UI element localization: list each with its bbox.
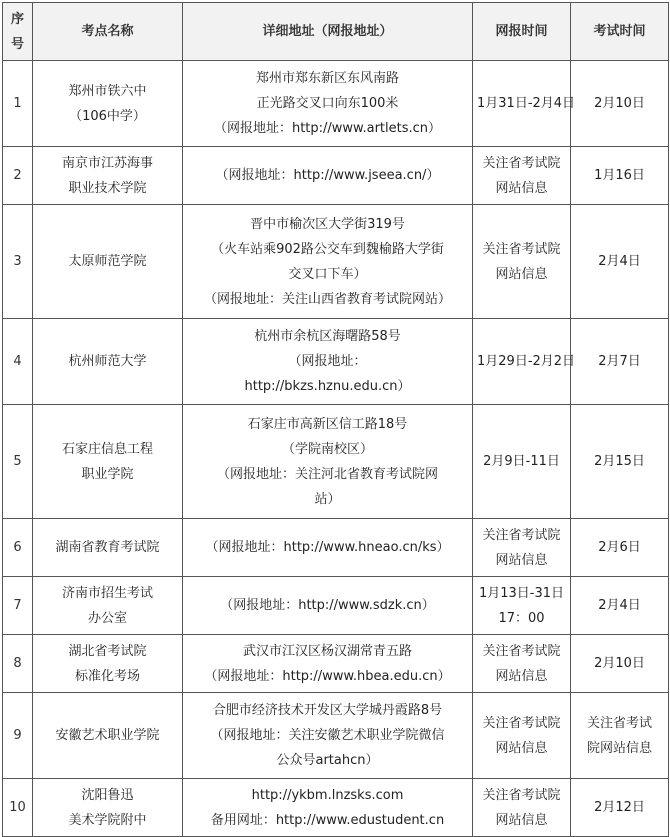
site-address bbox=[183, 61, 473, 147]
header-signup-time: 网报时间 bbox=[473, 3, 571, 61]
header-exam-time: 考试时间 bbox=[571, 3, 669, 61]
site-name-line: 安徽艺术职业学院 bbox=[55, 728, 160, 743]
exam-time-line: 关注省考试 bbox=[586, 715, 652, 731]
site-name bbox=[33, 519, 183, 577]
signup-time-line: 关注省考试院 bbox=[482, 527, 561, 543]
header-seq bbox=[3, 3, 33, 61]
row-seq: 8 bbox=[3, 635, 33, 693]
site-name bbox=[33, 147, 183, 205]
table-row bbox=[3, 635, 669, 693]
site-address-line: （网报地址：关注河北省教育考试院网 bbox=[216, 466, 438, 482]
site-address-line: 站） bbox=[314, 491, 341, 507]
row-seq: 3 bbox=[3, 205, 33, 319]
site-name-line: 湖北省考试院 bbox=[68, 643, 147, 659]
site-name-line: 湖南省教育考试院 bbox=[55, 540, 160, 555]
signup-time-line: 关注省考试院 bbox=[482, 643, 561, 659]
signup-time-line: 1月29日-2月2日 bbox=[477, 354, 576, 369]
site-name bbox=[33, 635, 183, 693]
site-name-line: 职业技术学院 bbox=[68, 180, 147, 196]
site-name bbox=[33, 577, 183, 635]
row-seq: 5 bbox=[3, 405, 33, 519]
exam-time bbox=[571, 61, 669, 147]
exam-time-line: 2月10日 bbox=[594, 96, 645, 111]
signup-time-line: 关注省考试院 bbox=[482, 155, 561, 171]
site-name-line: 南京市江苏海事 bbox=[61, 155, 153, 171]
signup-time bbox=[473, 635, 571, 693]
site-address-line: 合肥市经济技术开发区大学城丹霞路8号 bbox=[212, 703, 443, 718]
signup-time bbox=[473, 147, 571, 205]
signup-time bbox=[473, 693, 571, 779]
site-name-line: 职业学院 bbox=[81, 466, 134, 482]
site-address bbox=[183, 405, 473, 519]
table-row bbox=[3, 519, 669, 577]
table-row bbox=[3, 205, 669, 319]
site-address-line: 晋中市榆次区大学街319号 bbox=[250, 216, 405, 232]
site-name-line: （106中学） bbox=[69, 108, 146, 124]
signup-time bbox=[473, 205, 571, 319]
site-name bbox=[33, 205, 183, 319]
row-seq: 4 bbox=[3, 319, 33, 405]
exam-time-line: 2月15日 bbox=[594, 454, 645, 469]
signup-time bbox=[473, 61, 576, 147]
site-address-line: （网报地址：关注安徽艺术职业学院微信 bbox=[210, 728, 445, 743]
signup-time bbox=[473, 319, 576, 405]
exam-time bbox=[571, 147, 669, 205]
site-address-line: 郑州市郑东新区东风南路 bbox=[255, 71, 399, 86]
site-name-line: 办公室 bbox=[87, 610, 127, 626]
exam-time bbox=[571, 635, 669, 693]
row-seq: 1 bbox=[3, 61, 33, 147]
site-address-line: 武汉市江汉区杨汉湖常青五路 bbox=[242, 643, 412, 659]
header-row bbox=[3, 3, 669, 61]
site-address bbox=[183, 693, 473, 779]
signup-time-line: 网站信息 bbox=[495, 740, 548, 756]
exam-time-line: 2月6日 bbox=[598, 540, 641, 555]
site-address-line: （网报地址：http://www.jseea.cn/） bbox=[215, 168, 440, 183]
signup-time-line: 1月13日-31日 bbox=[478, 585, 565, 601]
site-address bbox=[183, 635, 473, 693]
signup-time-line: 关注省考试院 bbox=[482, 715, 561, 731]
exam-time-line: 2月4日 bbox=[598, 254, 641, 269]
table-row bbox=[3, 577, 669, 635]
table-row bbox=[3, 405, 669, 519]
site-name bbox=[33, 693, 183, 779]
site-address-line: 石家庄市高新区信工路18号 bbox=[247, 416, 408, 432]
site-name bbox=[33, 319, 183, 405]
table-row bbox=[3, 147, 669, 205]
signup-time-line: 网站信息 bbox=[495, 180, 548, 196]
site-name-line: 石家庄信息工程 bbox=[61, 441, 153, 457]
exam-time-line: 2月10日 bbox=[594, 656, 645, 671]
exam-sites-table bbox=[2, 2, 669, 837]
exam-time bbox=[571, 779, 669, 837]
signup-time bbox=[473, 779, 571, 837]
signup-time-line: 网站信息 bbox=[495, 552, 548, 568]
site-address-line: （网报地址：关注山西省教育考试院网站） bbox=[203, 291, 451, 307]
signup-time-line: 网站信息 bbox=[495, 812, 548, 828]
exam-time-line: 2月4日 bbox=[598, 598, 641, 613]
exam-time-line: 2月12日 bbox=[594, 800, 645, 815]
signup-time-line: 网站信息 bbox=[495, 266, 548, 282]
signup-time-line: 17：00 bbox=[498, 610, 545, 626]
signup-time bbox=[473, 405, 571, 519]
site-name-line: 济南市招生考试 bbox=[61, 585, 153, 601]
header-seq-line1: 序 bbox=[10, 11, 24, 27]
exam-time bbox=[571, 519, 669, 577]
site-address-line: （网报地址： bbox=[288, 354, 367, 369]
site-name-line: 沈阳鲁迅 bbox=[81, 787, 134, 803]
exam-time bbox=[571, 319, 669, 405]
site-address bbox=[183, 577, 473, 635]
table-row bbox=[3, 693, 669, 779]
site-address bbox=[183, 519, 473, 577]
site-address-line: 备用网址：http://www.edustudent.cn bbox=[210, 812, 445, 828]
site-address bbox=[183, 779, 473, 837]
site-name-line: 太原师范学院 bbox=[68, 254, 147, 269]
header-address: 详细地址（网报地址） bbox=[183, 3, 473, 61]
table-row bbox=[3, 61, 669, 147]
site-address-line: （火车站乘902路公交车到魏榆路大学街 bbox=[211, 241, 444, 257]
row-seq: 2 bbox=[3, 147, 33, 205]
exam-time bbox=[571, 205, 669, 319]
site-address-line: http://ykbm.lnzsks.com bbox=[251, 787, 404, 803]
signup-time bbox=[473, 577, 571, 635]
site-address bbox=[183, 319, 473, 405]
site-address-line: （学院南校区） bbox=[281, 441, 373, 457]
site-address-line: 正光路交叉口向东100米 bbox=[256, 96, 399, 111]
table-row bbox=[3, 319, 669, 405]
row-seq: 9 bbox=[3, 693, 33, 779]
site-address bbox=[183, 205, 473, 319]
signup-time-line: 关注省考试院 bbox=[482, 787, 561, 803]
row-seq: 10 bbox=[3, 779, 33, 837]
site-address-line: 杭州市余杭区海曙路58号 bbox=[254, 329, 401, 344]
site-name-line: 郑州市铁六中 bbox=[68, 83, 147, 99]
table-row bbox=[3, 779, 669, 837]
site-name bbox=[33, 61, 183, 147]
site-name-line: 杭州师范大学 bbox=[68, 354, 147, 369]
header-seq-line2: 号 bbox=[10, 36, 24, 52]
site-address-line: 公众号artahcn） bbox=[276, 753, 379, 768]
site-address-line: 交叉口下车） bbox=[288, 266, 367, 282]
site-name bbox=[33, 405, 183, 519]
site-name bbox=[33, 779, 183, 837]
exam-time-line: 院网站信息 bbox=[586, 740, 652, 756]
signup-time-line: 1月31日-2月4日 bbox=[477, 96, 576, 111]
site-address-line: （网报地址：http://www.artlets.cn） bbox=[213, 121, 442, 136]
row-seq: 7 bbox=[3, 577, 33, 635]
row-seq: 6 bbox=[3, 519, 33, 577]
exam-time-line: 1月16日 bbox=[594, 168, 645, 183]
site-address-line: （网报地址：http://www.hbea.edu.cn） bbox=[204, 668, 451, 684]
site-address-line: （网报地址：http://www.sdzk.cn） bbox=[220, 598, 435, 613]
exam-time bbox=[571, 577, 669, 635]
site-address bbox=[183, 147, 473, 205]
signup-time-line: 关注省考试院 bbox=[482, 241, 561, 257]
exam-time bbox=[571, 405, 669, 519]
exam-time-line: 2月7日 bbox=[598, 354, 641, 369]
exam-time bbox=[571, 693, 669, 779]
site-address-line: http://bkzs.hznu.edu.cn） bbox=[244, 379, 411, 394]
site-name-line: 美术学院附中 bbox=[68, 812, 147, 828]
header-name: 考点名称 bbox=[33, 3, 183, 61]
table-body bbox=[3, 61, 669, 837]
signup-time-line: 2月9日-11日 bbox=[483, 454, 560, 469]
site-name-line: 标准化考场 bbox=[74, 668, 140, 684]
signup-time-line: 网站信息 bbox=[495, 668, 548, 684]
site-address-line: （网报地址：http://www.hneao.cn/ks） bbox=[205, 540, 450, 555]
signup-time bbox=[473, 519, 571, 577]
